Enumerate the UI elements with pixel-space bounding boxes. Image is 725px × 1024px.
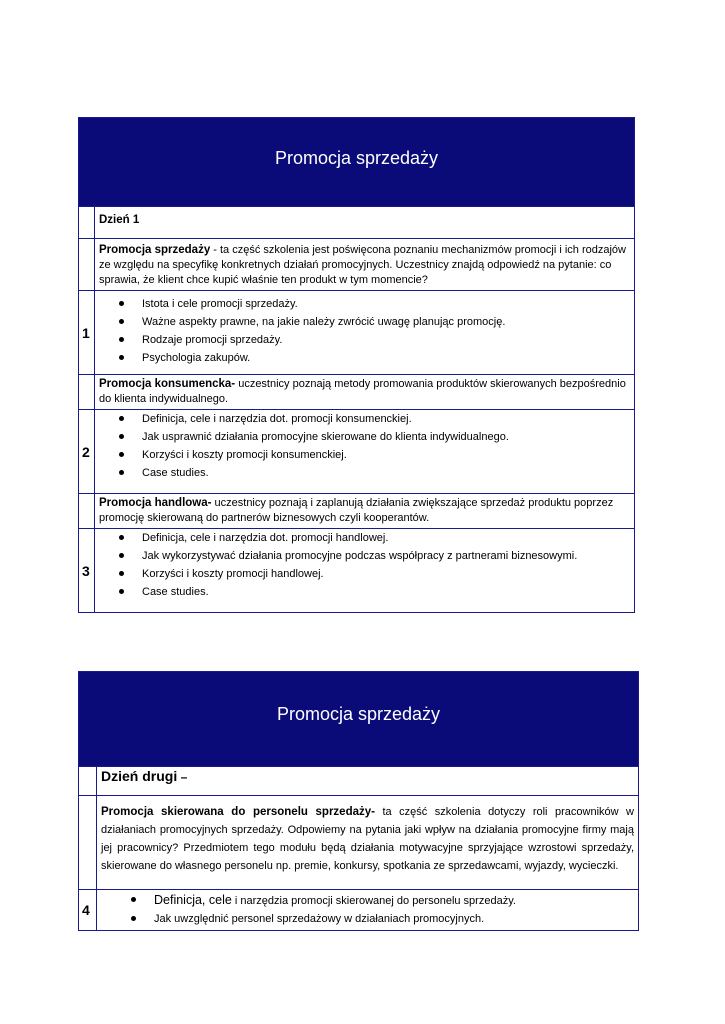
bullet-icon — [119, 301, 124, 306]
section-title: Promocja konsumencka- — [99, 378, 236, 390]
list-item — [119, 410, 630, 428]
empty-cell — [79, 767, 97, 796]
bullet-icon — [119, 434, 124, 439]
list-item — [119, 349, 630, 367]
empty-cell — [79, 796, 97, 890]
list-item-text: Case studies. — [142, 586, 209, 598]
empty-cell — [79, 494, 95, 529]
bullet-icon — [119, 319, 124, 324]
section-text: ta część szkolenia dotyczy roli pracowników w działaniach promocyjnych sprzedaży. Odpowiemy na pytania jaki wpływ na działania promocyjne firmy mają jej pracownicy? Przedmiotem tego modułu będą działania motywacyjne sprzyjające wzrostowi sprzedaży, skierowane do własnego personelu np. premie, konkursy, spotkania ze sprzedawcami, wyjazdy, wycieczki. — [101, 806, 634, 872]
list-item-text: Psychologia zakupów. — [142, 352, 251, 364]
list-item-text: Jak wykorzystywać działania promocyjne podczas współpracy z partnerami biznesowymi. — [142, 550, 578, 562]
bullet-icon — [119, 337, 124, 342]
list-item — [131, 891, 634, 910]
empty-cell — [79, 239, 95, 291]
list-item — [119, 547, 630, 565]
table-title: Promocja sprzedaży — [276, 704, 441, 724]
list-item-text: Rodzaje promocji sprzedaży. — [142, 334, 283, 346]
section-description-row — [79, 796, 639, 890]
section-items-row — [79, 291, 635, 375]
section-description — [95, 239, 635, 291]
table-header-row — [79, 118, 635, 207]
list-item-text: Case studies. — [142, 467, 209, 479]
day-row — [79, 207, 635, 239]
section-items — [95, 410, 635, 494]
bullet-icon — [119, 571, 124, 576]
section-description — [97, 796, 639, 890]
section-description-row — [79, 375, 635, 410]
section-text: - ta część szkolenia jest poświęcona poznaniu mechanizmów promocji i ich rodzajów ze względu na specyfikę konkretnych działań promocyjnych. Uczestnicy znajdą odpowiedź na pytanie: co sprawia, że klient chce kupić właśnie ten produkt w tym momencie? — [99, 244, 626, 286]
section-number: 3 — [79, 529, 95, 613]
list-item-text: Jak usprawnić działania promocyjne skierowane do klienta indywidualnego. — [142, 431, 509, 443]
list-item — [131, 910, 634, 928]
list-item-text: Definicja, cele i narzędzia dot. promocji handlowej. — [142, 532, 389, 544]
bullet-list — [99, 293, 630, 367]
day-label-text: Dzień drugi — [101, 768, 178, 784]
section-description — [95, 494, 635, 529]
list-item-text: Jak uwzględnić personel sprzedażowy w działaniach promocyjnych. — [154, 913, 485, 925]
section-items-row — [79, 410, 635, 494]
bullet-list — [99, 410, 630, 482]
list-item — [119, 331, 630, 349]
section-title: Promocja sprzedaży — [99, 244, 211, 256]
table-header — [79, 118, 635, 207]
list-item-text: Ważne aspekty prawne, na jakie należy zwrócić uwagę planując promocję. — [142, 316, 506, 328]
section-number: 2 — [79, 410, 95, 494]
section-description-row — [79, 494, 635, 529]
empty-cell — [79, 375, 95, 410]
section-items — [97, 890, 639, 931]
bullet-icon — [131, 916, 136, 921]
list-item-text: Istota i cele promocji sprzedaży. — [142, 298, 298, 310]
day-row — [79, 767, 639, 796]
bullet-icon — [119, 470, 124, 475]
list-item — [119, 295, 630, 313]
bullet-icon — [119, 553, 124, 558]
section-description — [95, 375, 635, 410]
table-header-row — [79, 672, 639, 767]
list-item-text-large: Definicja, cele — [154, 893, 232, 907]
bullet-icon — [119, 416, 124, 421]
list-item-text: Korzyści i koszty promocji konsumenckiej. — [142, 449, 347, 461]
section-number: 1 — [79, 291, 95, 375]
list-item-text: Korzyści i koszty promocji handlowej. — [142, 568, 324, 580]
bullet-icon — [131, 897, 136, 902]
day-label-dash: – — [177, 770, 188, 784]
section-title: Promocja skierowana do personelu sprzedaży- — [101, 806, 375, 818]
list-item — [119, 428, 630, 446]
table-header — [79, 672, 639, 767]
section-title: Promocja handlowa- — [99, 497, 212, 509]
list-item — [119, 446, 630, 464]
list-item — [119, 464, 630, 482]
empty-cell — [79, 207, 95, 239]
list-item — [119, 583, 630, 601]
list-item — [119, 565, 630, 583]
section-text: uczestnicy poznają metody promowania produktów skierowanych bezpośrednio do klienta indywidualnego. — [99, 378, 626, 405]
list-item — [119, 313, 630, 331]
section-items — [95, 529, 635, 613]
table-title: Promocja sprzedaży — [274, 148, 439, 168]
section-number: 4 — [79, 890, 97, 931]
section-items — [95, 291, 635, 375]
section-description-row — [79, 239, 635, 291]
bullet-icon — [119, 589, 124, 594]
section-items-row — [79, 890, 639, 931]
list-item — [119, 529, 630, 547]
bullet-icon — [119, 355, 124, 360]
list-item-text: i narzędzia promocji skierowanej do personelu sprzedaży. — [231, 895, 516, 907]
section-text: uczestnicy poznają i zaplanują działania zwiększające sprzedaż produktu poprzez promocję skierowaną do partnerów biznesowych czyli kooperantów. — [99, 497, 614, 524]
bullet-icon — [119, 535, 124, 540]
bullet-list — [101, 891, 634, 928]
day-label: Dzień 1 — [95, 207, 635, 239]
section-items-row — [79, 529, 635, 613]
day1-program-table — [78, 117, 635, 613]
list-item-text: Definicja, cele i narzędzia dot. promocji konsumenckiej. — [142, 413, 412, 425]
day2-program-table — [78, 671, 639, 931]
bullet-list — [99, 529, 630, 601]
bullet-icon — [119, 452, 124, 457]
day-label — [97, 767, 639, 796]
